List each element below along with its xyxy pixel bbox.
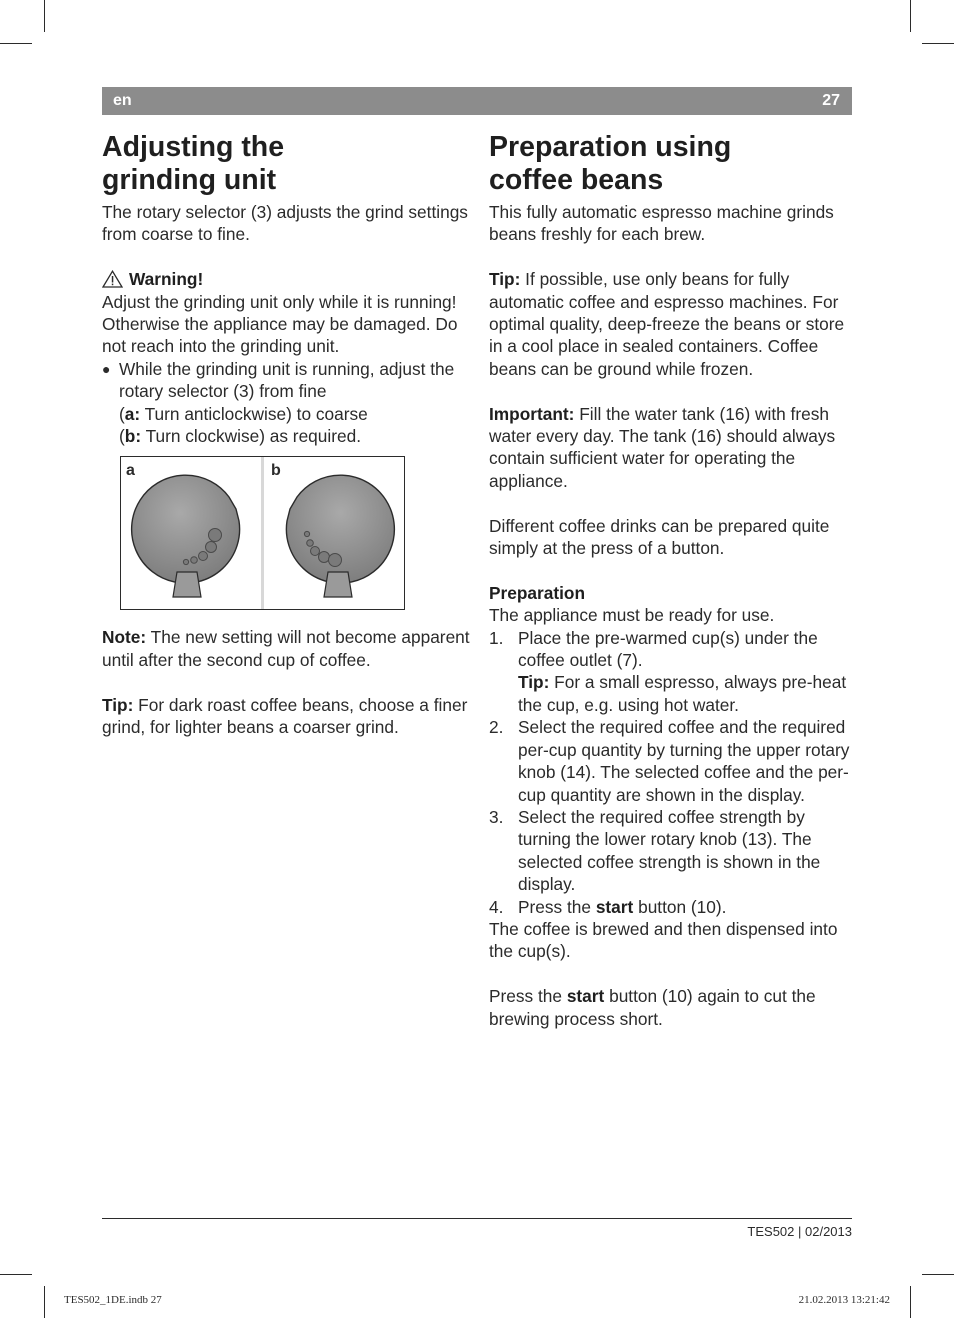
title-line: grinding unit	[102, 164, 277, 196]
step-text: Press the	[518, 896, 596, 917]
preparation-heading: Preparation	[489, 582, 586, 603]
crop-mark	[922, 1274, 954, 1275]
right-column	[489, 131, 857, 1030]
important-paragraph	[489, 403, 857, 493]
drinks-paragraph: Different coffee drinks can be prepared quite simply at the press of a button.	[489, 515, 830, 559]
figure-divider	[261, 457, 264, 609]
title-line: Adjusting the	[102, 131, 285, 163]
footer-document-id: TES502 | 02/2013	[747, 1224, 852, 1239]
section-title-preparation	[489, 131, 857, 197]
option-a-label: a:	[124, 403, 141, 424]
crop-mark	[922, 43, 954, 44]
step-tip-text: For a small espresso, always pre-heat the cup, e.g. using hot water.	[518, 672, 847, 715]
warning-label: Warning!	[129, 269, 204, 290]
warning-heading	[102, 268, 470, 290]
tip-paragraph	[102, 694, 470, 739]
title-line: coffee beans	[489, 164, 664, 196]
crop-mark	[910, 0, 911, 32]
tip-label: Tip:	[489, 269, 521, 290]
option-b-label: b:	[124, 426, 142, 447]
step-number: 1.	[489, 627, 504, 648]
step-text: Select the required coffee strength by turning the lower rotary knob (13). The selected coffee strength is shown in the display.	[518, 806, 821, 895]
warning-text: Adjust the grinding unit only while it is running! Otherwise the appliance may be damaged. Do not reach into the grinding unit.	[102, 291, 458, 357]
crop-mark	[44, 1286, 45, 1318]
start-keyword: start	[566, 986, 605, 1007]
option-b-text: Turn clockwise) as required.	[141, 426, 362, 447]
language-code: en	[113, 92, 132, 109]
list-item	[489, 896, 857, 918]
preparation-intro-text: The appliance must be ready for use.	[489, 605, 775, 626]
step-text: Select the required coffee and the required per-cup quantity by turning the upper rotary knob (14). The selected coffee and the per-cup quantity are shown in the display.	[518, 717, 850, 805]
footer-rule	[102, 1218, 852, 1219]
figure-label-b: b	[271, 462, 281, 480]
grinding-intro: The rotary selector (3) adjusts the grind settings from coarse to fine.	[102, 202, 468, 245]
important-label: Important:	[489, 403, 575, 424]
preparation-steps	[489, 627, 857, 918]
note-paragraph	[102, 626, 470, 671]
press-start-paragraph	[489, 985, 857, 1030]
paren: (	[119, 426, 125, 447]
print-slug-file: TES502_1DE.indb 27	[64, 1294, 162, 1306]
step-text: button (10).	[633, 896, 727, 917]
title-line: Preparation using	[489, 131, 732, 163]
crop-mark	[0, 1274, 32, 1275]
important-text: Fill the water tank (16) with fresh water every day. The tank (16) should always contain sufficient water for operating the appliance.	[489, 403, 836, 491]
section-title-grinding	[102, 131, 470, 197]
list-item	[489, 627, 857, 717]
grinder-figure	[120, 456, 405, 610]
brew-paragraph: The coffee is brewed and then dispensed into the cup(s).	[489, 918, 838, 962]
start-keyword: start	[595, 896, 634, 917]
warning-triangle-icon	[102, 270, 123, 288]
print-slug-date: 21.02.2013 13:21:42	[798, 1294, 890, 1306]
option-a-text: Turn anticlockwise) to coarse	[140, 403, 368, 424]
note-text: The new setting will not become apparent until after the second cup of coffee.	[102, 627, 470, 670]
crop-mark	[44, 0, 45, 32]
crop-mark	[0, 43, 32, 44]
press-text: Press the	[489, 986, 567, 1007]
list-item	[102, 358, 470, 448]
note-label: Note:	[102, 627, 147, 648]
step-text: Place the pre-warmed cup(s) under the coffee outlet (7).	[518, 627, 818, 671]
paren: (	[119, 403, 125, 424]
figure-label-a: a	[126, 462, 135, 480]
bullet-text: While the grinding unit is running, adjust the rotary selector (3) from fine	[119, 358, 455, 402]
page-number: 27	[822, 92, 840, 109]
page-header	[102, 87, 852, 115]
list-item	[489, 716, 857, 806]
preparation-intro: This fully automatic espresso machine grinds beans freshly for each brew.	[489, 202, 834, 245]
beans-tip-paragraph	[489, 268, 857, 380]
step-number: 4.	[489, 896, 504, 917]
crop-mark	[910, 1286, 911, 1318]
step-tip-label: Tip:	[518, 672, 550, 693]
step-number: 2.	[489, 717, 504, 738]
bullet-icon: ●	[102, 360, 111, 377]
left-column	[102, 131, 470, 738]
tip-text: If possible, use only beans for fully automatic coffee and espresso machines. For optimal quality, deep-freeze the beans or store in a cool place in sealed containers. Coffee beans can be ground while frozen.	[489, 269, 845, 379]
step-number: 3.	[489, 806, 504, 827]
list-item	[489, 806, 857, 896]
press-text: button (10) again to cut the brewing process short.	[489, 986, 816, 1029]
tip-label: Tip:	[102, 694, 134, 715]
tip-text: For dark roast coffee beans, choose a finer grind, for lighter beans a coarser grind.	[102, 694, 468, 738]
